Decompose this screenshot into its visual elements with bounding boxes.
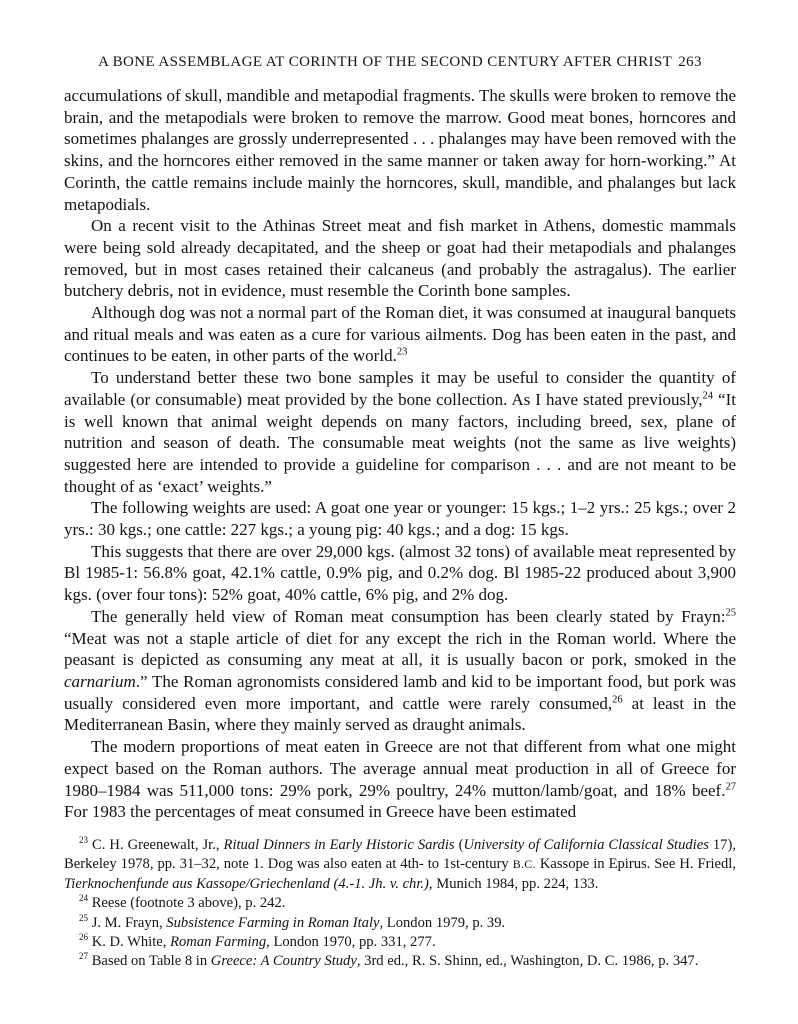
paragraph bbox=[64, 302, 736, 367]
paragraph bbox=[64, 367, 736, 497]
text-run: Tierknochenfunde aus Kassope/Griechenland (4.-1. Jh. v. chr.) bbox=[64, 875, 429, 892]
text-run: .” The Roman agronomists considered lamb and kid to be important food, but pork was usually considered even more important, and cattle were rarely consumed, bbox=[64, 671, 736, 713]
footnote-ref: 24 bbox=[79, 893, 89, 904]
paragraph bbox=[64, 541, 736, 606]
text-run: To understand better these two bone samples it may be useful to consider the quantity of available (or consumable) meat provided by the bone collection. As I have stated previously, bbox=[64, 368, 736, 409]
paragraph bbox=[64, 606, 736, 736]
text-run: The generally held view of Roman meat consumption has been clearly stated by Frayn: bbox=[91, 606, 726, 626]
text-run: The modern proportions of meat eaten in Greece are not that different from what one might expect based on the Roman authors. The average annual meat production in all of Greece for 1980–1984 was 511,000 tons: 29% pork, 29% poultry, 24% mutton/lamb/goat, and 18% beef. bbox=[64, 737, 736, 800]
text-run: Although dog was not a normal part of the Roman diet, it was consumed at inaugural banquets and ritual meals and was eaten as a cure for various ailments. Dog has been eaten in the past, and continues to be eaten, in other parts of the world. bbox=[64, 303, 736, 366]
footnote bbox=[64, 894, 736, 913]
text-run: The following weights are used: A goat one year or younger: 15 kgs.; 1–2 yrs.: 25 kgs.; over 2 yrs.: 30 kgs.; one cattle: 227 kgs.; a young pig: 40 kgs.; and a dog: 15 kgs. bbox=[64, 498, 736, 540]
text-run: Roman Farming bbox=[170, 933, 267, 950]
text-run: 17), Berkeley 1978, pp. 31–32, note 1. Dog was also eaten at 4th- to 1st-century bbox=[64, 836, 736, 873]
text-run: University of California Classical Studies bbox=[463, 836, 709, 853]
text-run: C. H. Greenewalt, Jr., bbox=[88, 836, 224, 853]
running-title: A BONE ASSEMBLAGE AT CORINTH OF THE SECOND CENTURY AFTER CHRIST bbox=[98, 54, 673, 70]
text-run: J. M. Frayn, bbox=[88, 914, 167, 931]
footnote bbox=[64, 952, 736, 971]
text-run: carnarium bbox=[64, 671, 136, 691]
text-run: Subsistence Farming in Roman Italy bbox=[166, 914, 380, 931]
page-number: 263 bbox=[678, 54, 702, 70]
running-head bbox=[64, 54, 736, 71]
text-run: B.C. bbox=[512, 857, 536, 872]
footnotes bbox=[64, 836, 736, 972]
footnote-ref: 25 bbox=[725, 607, 736, 619]
footnote-ref: 26 bbox=[612, 694, 623, 706]
text-run: Reese (footnote 3 above), p. 242. bbox=[88, 895, 286, 912]
footnote-ref: 27 bbox=[725, 780, 736, 792]
footnote-ref: 23 bbox=[396, 346, 408, 358]
text-run: Greece: A Country Study bbox=[210, 953, 357, 970]
paragraph bbox=[64, 85, 736, 215]
text-run: “It is well known that animal weight depends on many factors, including breed, sex, plane of nutrition and season of death. The consumable meat weights (not the same as live weights) suggested here are intended to provide a guideline for comparison . . . and are not meant to be thought of as ‘exact’ weights.” bbox=[64, 389, 736, 496]
text-run: Kassope in Epirus. See H. Friedl, bbox=[535, 856, 736, 873]
text-run: For 1983 the percentages of meat consumed in Greece have been estimated bbox=[64, 802, 577, 822]
footnote bbox=[64, 914, 736, 933]
text-run: , Munich 1984, pp. 224, 133. bbox=[428, 875, 599, 892]
body-text bbox=[64, 85, 736, 823]
footnote-ref: 23 bbox=[79, 835, 89, 846]
footnote-ref: 24 bbox=[702, 390, 714, 402]
text-run: Based on Table 8 in bbox=[88, 953, 211, 970]
footnote bbox=[64, 933, 736, 952]
text-run: , London 1970, pp. 331, 277. bbox=[266, 933, 436, 950]
text-run: ( bbox=[454, 836, 464, 853]
text-run: On a recent visit to the Athinas Street meat and fish market in Athens, domestic mammals were being sold already decapitated, and the sheep or goat had their metapodials and phalanges removed, but in most cases retained their calcaneus (and probably the astragalus). The earlier butchery debris, not in evidence, must resemble the Corinth bone samples. bbox=[64, 216, 736, 301]
paragraph bbox=[64, 215, 736, 302]
text-run: at least in the Mediterranean Basin, where they mainly served as draught animals. bbox=[64, 693, 737, 735]
text-run: , 3rd ed., R. S. Shinn, ed., Washington, D. C. 1986, p. 347. bbox=[356, 953, 699, 970]
paragraph bbox=[64, 497, 736, 540]
text-run: K. D. White, bbox=[88, 933, 171, 950]
footnote-ref: 25 bbox=[79, 912, 89, 923]
footnote bbox=[64, 836, 736, 894]
text-run: Ritual Dinners in Early Historic Sardis bbox=[223, 836, 455, 853]
footnote-ref: 26 bbox=[79, 932, 89, 943]
text-run: , London 1979, p. 39. bbox=[379, 914, 506, 931]
text-run: accumulations of skull, mandible and metapodial fragments. The skulls were broken to remove the brain, and the metapodials were broken to remove the marrow. Good meat bones, horncores and sometimes phalanges are grossly underrepresented . . . phalanges may have been removed with the skins, and the horncores either removed in the same manner or taken away for horn-working.” At Corinth, the cattle remains include mainly the horncores, skull, mandible, and phalanges but lack metapodials. bbox=[64, 86, 736, 214]
text-run: This suggests that there are over 29,000 kgs. (almost 32 tons) of available meat represented by Bl 1985-1: 56.8% goat, 42.1% cattle, 0.9% pig, and 0.2% dog. Bl 1985-22 produced about 3,900 kgs. (over four tons): 52% goat, 40% cattle, 6% pig, and 2% dog. bbox=[64, 541, 736, 605]
footnote-ref: 27 bbox=[79, 951, 89, 962]
text-run: “Meat was not a staple article of diet for any except the rich in the Roman world. Where the peasant is depicted as consuming any meat at all, it is usually bacon or pork, smoked in the bbox=[64, 628, 736, 670]
paragraph bbox=[64, 736, 736, 823]
